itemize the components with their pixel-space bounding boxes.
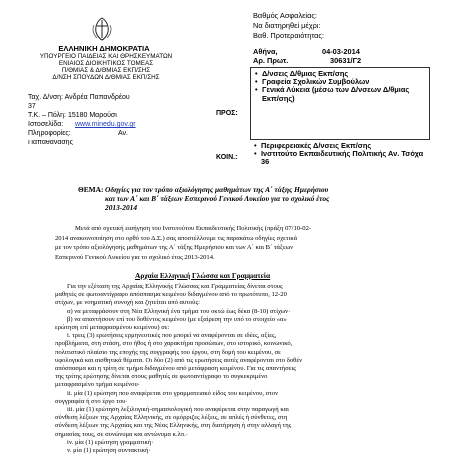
body-line: ερώτηση επί μεταφρασμένου κειμένου) σε: xyxy=(55,324,170,332)
security-level: Βαθμός Ασφαλείας: xyxy=(253,11,317,20)
protocol-label: Αρ. Πρωτ. xyxy=(253,56,289,65)
body-line: iv. μία (1) ερώτηση γραμματική· xyxy=(67,438,154,446)
intro-line: Εσπερινού Γενικού Λυκείου για το σχολικό έτος 2013-2014. xyxy=(55,253,215,261)
body-line: ii. μία (1) ερώτηση που αναφέρεται στο γραμματειακό είδος του κειμένου, στον xyxy=(67,389,279,397)
subject-line: και των Α΄ και Β΄ τάξεων Εσπερινού Γενικού Λυκείου για το σχολικό έτος xyxy=(105,194,330,203)
unit-education-levels: Π/ΘΜΙΑΣ & Δ/ΘΜΙΑΣ ΕΚΠ/ΣΗΣ xyxy=(61,67,151,74)
info-value: Αν. xyxy=(118,130,128,137)
subject-line: Οδηγίες για τον τρόπο αξιολόγησης μαθημάτων της Α΄ τάξης Ημερήσιου xyxy=(105,185,329,194)
unit-sector: ΕΝΙΑΙΟΣ ΔΙΟΙΚΗΤΙΚΟΣ ΤΟΜΕΑΣ xyxy=(58,60,154,67)
cc-list xyxy=(254,142,430,167)
intro-line: 2014 ανακοινοποίηση στο ορθό του Δ.Σ.) σας αποστέλλουμε τις παρακάτω οδηγίες σχετικά xyxy=(55,234,298,242)
recipient-item: • Δ/νσεις Δ/θμιας Εκπ/σης xyxy=(255,70,425,78)
body-line: σημασίας τους, σε συνώνυμα και αντώνυμα κ.λπ.· xyxy=(55,430,188,438)
cc-label: ΚΟΙΝ.: xyxy=(216,154,238,161)
to-label: ΠΡΟΣ: xyxy=(216,110,238,117)
subject-line: 2013-2014 xyxy=(105,203,138,212)
sender-address-number: 37 xyxy=(28,103,36,110)
ministry-name: ΥΠΟΥΡΓΕΙΟ ΠΑΙΔΕΙΑΣ ΚΑΙ ΘΡΗΣΚΕΥΜΑΤΩΝ xyxy=(39,53,173,60)
body-line: προβλήματα, στη στάση, στο ήθος ή στο χαρακτήρα προσώπων, στο ιστορικό, κοινωνικό, xyxy=(55,340,293,348)
cc-item: • Περιφερειακές Δ/νσεις Εκπ/σης xyxy=(254,142,430,150)
intro-line: Μετά από σχετική εισήγηση του Ινστιτούτου Εκπαιδευτικής Πολιτικής (πράξη 07/10-02- xyxy=(75,225,312,232)
body-line: β) να απαντήσουν επί του δοθέντος κειμένου (με εξαίρεση την υπό το στοιχείο «α» xyxy=(67,315,287,323)
unit-directorate: Δ/ΝΣΗ ΣΠΟΥΔΩΝ Δ/ΘΜΙΑΣ ΕΚΠ/ΣΗΣ xyxy=(52,74,160,81)
recipient-item: • Γραφεία Σχολικών Συμβούλων xyxy=(255,78,425,86)
body-line: α) να μεταφράσουν στη Νέα Ελληνική ένα τμήμα του οκτώ έως δέκα (8-10) στίχων· xyxy=(67,307,291,315)
intro-line: με τον τρόπο αξιολόγησης μαθημάτων της Α΄ τάξης Ημερήσιου και των Α΄ και Β΄ τάξεων xyxy=(55,244,294,252)
section-heading: Αρχαία Ελληνική Γλώσσα και Γραμματεία xyxy=(135,271,271,280)
recipient-item: • Γενικά Λύκεια (μέσω των Δ/νσεων Δ/θμιας Εκπ/σης) xyxy=(255,86,425,102)
body-line: v. μία (1) ερώτηση συντακτική· xyxy=(67,447,151,455)
body-line: της τρίτης ερώτησης δίνεται στους μαθητές σε φωτοαντίγραφο το συγκεκριμένο xyxy=(55,373,268,381)
document-date: 04-03-2014 xyxy=(322,47,360,56)
sender-cut-line: Παπαθανάσης xyxy=(28,140,73,145)
place-label: Αθήνα, xyxy=(253,47,278,56)
protocol-number: 30631/Γ2 xyxy=(330,56,362,65)
body-line: μαθητές σε φωτοαντίγραφο απόσπασμα κειμένου διδαγμένου από το πρωτότυπο, 12-20 xyxy=(55,291,287,299)
body-line: συγγραφέα ή στο έργο του· xyxy=(55,397,128,405)
priority-level: Βαθ. Προτεραιότητας: xyxy=(253,31,325,40)
cc-item: • Ινστιτούτο Εκπαιδευτικής Πολιτικής Αν. Τσόχα 36 xyxy=(254,150,430,166)
intro-paragraph xyxy=(55,224,405,262)
state-emblem-icon xyxy=(90,17,114,41)
section-body xyxy=(55,283,405,455)
body-line: iii. μία (1) ερώτηση λεξιλογική-σημασιολογική που αναφέρεται στην παραγωγή και xyxy=(67,406,289,414)
sender-address: Ταχ. Δ/νση: Ανδρέα Παπανδρέου xyxy=(28,94,130,101)
cut-off-line-clip xyxy=(28,140,108,145)
body-line: πολιτιστικό πλαίσιο της εποχής της συγγραφής του έργου, στη δομή του κειμένου, σε xyxy=(55,348,281,356)
info-label: Πληροφορίες: xyxy=(28,130,71,137)
body-line: υφολογικά και αισθητικά θέματα. Οι δύο (2) από τις ερωτήσεις αυτές αναφέρονται στο δοθέν xyxy=(55,356,303,364)
website-link[interactable]: www.minedu.gov.gr xyxy=(75,121,136,128)
subject-label: ΘΕΜΑ: xyxy=(78,185,104,194)
website-label: Ιστοσελίδα: xyxy=(28,121,64,128)
retention-period: Να διατηρηθεί μέχρι: xyxy=(253,21,321,30)
body-line: σύνθεση λέξεων της Αρχαίας Ελληνικής, σε ομόρριζες λέξεις, σε απλές ή σύνθετες, στη xyxy=(55,414,288,422)
body-line: μεταφρασμένο τμήμα κειμένου· xyxy=(55,381,140,389)
body-line: απόσπασμα και η τρίτη σε τμήμα διδαγμένου από μετάφραση κειμένου. Για τις απαντήσεις xyxy=(55,365,296,373)
body-line: Για την εξέταση της Αρχαίας Ελληνικής Γλώσσας και Γραμματείας δίνεται στους xyxy=(67,283,283,290)
recipients-box xyxy=(250,67,430,140)
body-line: στίχων, με νοηματική συνοχή και ζητείται από αυτούς: xyxy=(55,299,200,307)
sender-postal: Τ.Κ. – Πόλη: 15180 Μαρούσι xyxy=(28,112,117,119)
body-line: i. τρεις (3) ερωτήσεις ερμηνευτικές που μπορεί να αναφέρονται σε ιδέες, αξίες, xyxy=(67,332,277,340)
state-name: ΕΛΛΗΝΙΚΗ ΔΗΜΟΚΡΑΤΙΑ xyxy=(58,44,150,53)
body-line: σύνδεση λέξεων της Αρχαίας και της Νέας Ελληνικής, στη διατήρηση ή στην αλλαγή της xyxy=(55,422,292,430)
